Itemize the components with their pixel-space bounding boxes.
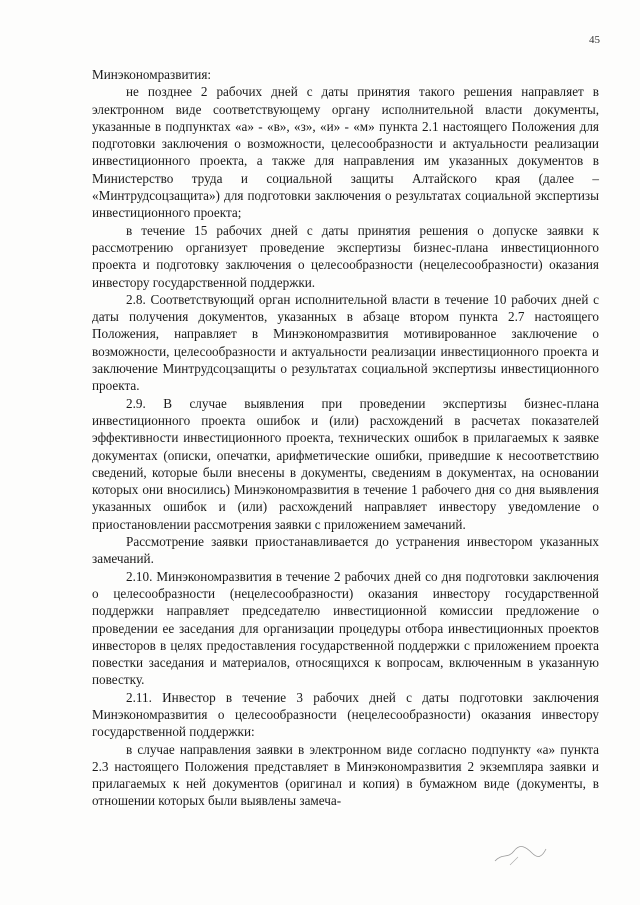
- paragraph: Рассмотрение заявки приостанавливается до устранения инвестором указанных замечаний.: [92, 534, 599, 567]
- pencil-mark-scribble: [490, 839, 550, 869]
- paragraph: 2.11. Инвестор в течение 3 рабочих дней с даты подготовки заключения Минэкономразвития о целесообразности (нецелесообразности) оказания инвестору государственной поддержки:: [92, 689, 599, 740]
- paragraph-heading-line: Минэкономразвития:: [92, 67, 212, 82]
- paragraph: 2.10. Минэкономразвития в течение 2 рабочих дней со дня подготовки заключения о целесообразности (нецелесообразности) оказания инвестору государственной поддержки направляет председателю инвестиционной комиссии предложение о проведении ее заседания для организации процедуры отбора инвестиционных проектов инвесторов в целях предоставления государственной поддержки с приложением проекта повестки заседания и материалов, относящихся к вопросам, включенным в указанную повестку.: [92, 568, 599, 688]
- paragraph: в течение 15 рабочих дней с даты принятия решения о допуске заявки к рассмотрению организует проведение экспертизы бизнес-плана инвестиционного проекта и подготовку заключения о целесообразности (нецелесообразности) оказания инвестору государственной поддержки.: [92, 222, 599, 290]
- body-text: [92, 66, 599, 810]
- paragraph: в случае направления заявки в электронном виде согласно подпункту «а» пункта 2.3 настоящего Положения представляет в Минэкономразвития 2 экземпляра заявки и прилагаемых к ней документов (оригинал и копия) в бумажном виде (документы, в отношении которых были выявлены замеча-: [92, 741, 599, 809]
- paragraph: не позднее 2 рабочих дней с даты принятия такого решения направляет в электронном виде соответствующему органу исполнительной власти документы, указанные в подпунктах «а» - «в», «з», «и» - «м» пункта 2.1 настоящего Положения для подготовки заключения о возможности, целесообразности и актуальности реализации инвестиционного проекта, а также для направления им указанных документов в Министерство труда и социальной защиты Алтайского края (далее – «Минтрудсоцзащита») для подготовки заключения о результатах социальной экспертизы инвестиционного проекта;: [92, 84, 599, 221]
- paragraph: 2.8. Соответствующий орган исполнительной власти в течение 10 рабочих дней с даты получения документов, указанных в абзаце втором пункта 2.7 настоящего Положения, направляет в Минэкономразвития мотивированное заключение о возможности, целесообразности и актуальности реализации инвестиционного проекта и заключение Минтрудсоцзащиты о результатах социальной экспертизы инвестиционного проекта.: [92, 291, 599, 394]
- paragraph: 2.9. В случае выявления при проведении экспертизы бизнес-плана инвестиционного проекта ошибок и (или) расхождений в расчетах показателей эффективности инвестиционного проекта, технических ошибок в прилагаемых к заявке документах (описки, опечатки, арифметические ошибки, приведшие к несоответствию сведений, которые были внесены в документы, сведениям в документах, на основании которых они вносились) Минэкономразвития в течение 1 рабочего дня со дня выявления указанных ошибок и (или) расхождений направляет инвестору уведомление о приостановлении рассмотрения заявки с приложением замечаний.: [92, 395, 599, 532]
- page-number: 45: [589, 34, 600, 46]
